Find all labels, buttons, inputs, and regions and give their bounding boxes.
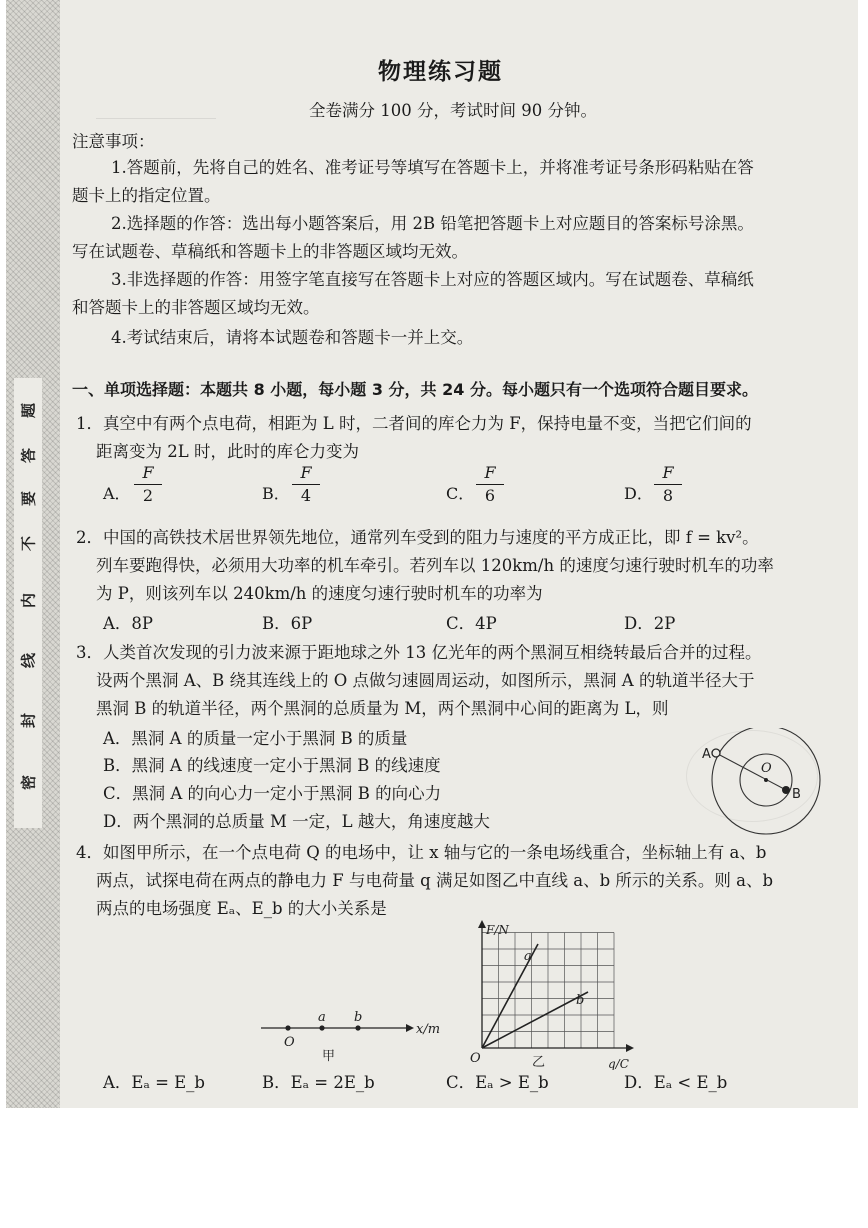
question-4-text: 两点的电场强度 Eₐ、E_b 的大小关系是 <box>96 899 387 918</box>
line-b-label: b <box>576 993 585 1008</box>
q-axis-label: q/C <box>608 1057 629 1070</box>
binding-char: 内 <box>19 593 38 609</box>
label-b: B <box>792 787 801 802</box>
grid <box>482 933 614 1049</box>
fraction <box>292 462 320 507</box>
notes-line: 3.非选择题的作答：用签字笔直接写在答题卡上对应的答题区域内。写在试题卷、草稿纸 <box>111 270 754 289</box>
fraction-denominator: 4 <box>300 486 312 505</box>
question-3-option-d[interactable]: D．两个黑洞的总质量 M 一定，L 越大，角速度越大 <box>103 812 490 831</box>
question-2-text: 2．中国的高铁技术居世界领先地位，通常列车受到的阻力与速度的平方成正比，即 f = kv²。 <box>76 528 759 547</box>
binding-char: 不 <box>19 536 38 552</box>
f-axis-label: F/N <box>486 923 509 937</box>
black-hole-a <box>712 749 720 757</box>
figure-jia <box>256 1008 446 1064</box>
question-4-option-a[interactable]: A．Eₐ = E_b <box>103 1073 205 1092</box>
notes-line: 写在试题卷、草稿纸和答题卡上的非答题区域均无效。 <box>72 242 468 261</box>
fraction-numerator: F <box>476 462 504 485</box>
fraction-numerator: F <box>292 462 320 485</box>
binary-orbit-figure <box>696 728 846 838</box>
question-2-option-d[interactable]: D．2P <box>624 614 676 633</box>
fraction <box>476 462 504 507</box>
fraction-numerator: F <box>654 462 682 485</box>
question-2-option-b[interactable]: B．6P <box>262 614 313 633</box>
question-1-text: 1．真空中有两个点电荷，相距为 L 时，二者间的库仑力为 F，保持电量不变，当把它们间的 <box>76 414 752 433</box>
origin-label: O <box>470 1051 481 1066</box>
black-hole-b <box>782 786 790 794</box>
figure-caption: 甲 <box>322 1049 336 1064</box>
question-3-option-b[interactable]: B．黑洞 A 的线速度一定小于黑洞 B 的线速度 <box>103 756 441 775</box>
binding-char: 题 <box>19 403 38 419</box>
binding-char: 封 <box>19 713 38 729</box>
exam-info: 全卷满分 100 分，考试时间 90 分钟。 <box>309 101 597 120</box>
fraction <box>134 462 162 507</box>
label-a: A <box>702 747 711 762</box>
question-4-text: 两点，试探电荷在两点的静电力 F 与电荷量 q 满足如图乙中直线 a、b 所示的关系。则 a、b <box>96 871 774 890</box>
q-axis-arrow <box>626 1044 634 1052</box>
option-label: B． <box>262 484 290 503</box>
point-b <box>355 1025 360 1030</box>
fraction-numerator: F <box>134 462 162 485</box>
question-2-text: 列车要跑得快，必须用大功率的机车牵引。若列车以 120km/h 的速度匀速行驶时机车的功率 <box>96 556 774 575</box>
notes-line: 2.选择题的作答：选出每小题答案后，用 2B 铅笔把答题卡上对应题目的答案标号涂黑。 <box>111 214 754 233</box>
question-4-text: 4．如图甲所示，在一个点电荷 Q 的电场中，让 x 轴与它的一条电场线重合，坐标轴上有 a、b <box>76 843 767 862</box>
binding-char: 密 <box>19 775 38 791</box>
question-4-option-c[interactable]: C．Eₐ > E_b <box>446 1073 549 1092</box>
notes-line: 4.考试结束后，请将本试题卷和答题卡一并上交。 <box>111 328 474 347</box>
line-a-label: a <box>524 949 532 964</box>
question-3-option-a[interactable]: A．黑洞 A 的质量一定小于黑洞 B 的质量 <box>103 729 408 748</box>
notes-line: 和答题卡上的非答题区域均无效。 <box>72 298 320 317</box>
exam-sheet <box>6 0 858 1108</box>
question-3-text: 黑洞 B 的轨道半径，两个黑洞的总质量为 M，两个黑洞中心间的距离为 L，则 <box>96 699 669 718</box>
question-4-option-b[interactable]: B．Eₐ = 2E_b <box>262 1073 375 1092</box>
section-heading: 一、单项选择题：本题共 8 小题，每小题 3 分，共 24 分。每小题只有一个选项符合题目要求。 <box>72 380 758 399</box>
bleed-through-mark <box>96 58 216 119</box>
point-a <box>319 1025 324 1030</box>
page-title: 物理练习题 <box>378 59 503 85</box>
notes-heading: 注意事项： <box>72 132 155 151</box>
binding-margin <box>6 0 60 1108</box>
binding-char: 答 <box>19 448 38 464</box>
binding-char: 线 <box>19 653 38 669</box>
origin-point <box>285 1025 290 1030</box>
binding-char: 要 <box>19 491 38 507</box>
origin-label: O <box>284 1035 295 1050</box>
x-axis-arrow <box>406 1024 414 1032</box>
question-1-text: 距离变为 2L 时，此时的库仑力变为 <box>96 442 359 461</box>
question-2-option-c[interactable]: C．4P <box>446 614 497 633</box>
label-o: O <box>761 761 772 776</box>
point-b-label: b <box>354 1010 363 1025</box>
fraction <box>654 462 682 507</box>
notes-line: 1.答题前，先将自己的姓名、准考证号等填写在答题卡上，并将准考证号条形码粘贴在答 <box>111 158 754 177</box>
notes-line: 题卡上的指定位置。 <box>72 186 221 205</box>
fraction-denominator: 8 <box>662 486 674 505</box>
center-o <box>764 778 768 782</box>
option-label: D． <box>624 484 653 503</box>
figure-caption: 乙 <box>532 1055 546 1070</box>
x-axis-label: x/m <box>416 1022 441 1037</box>
question-4-option-d[interactable]: D．Eₐ < E_b <box>624 1073 728 1092</box>
point-a-label: a <box>318 1010 326 1025</box>
fraction-denominator: 6 <box>484 486 496 505</box>
option-label: A． <box>103 484 131 503</box>
question-3-option-c[interactable]: C．黑洞 A 的向心力一定小于黑洞 B 的向心力 <box>103 784 442 803</box>
fraction-denominator: 2 <box>142 486 154 505</box>
question-3-text: 3．人类首次发现的引力波来源于距地球之外 13 亿光年的两个黑洞互相绕转最后合并的过程。 <box>76 643 762 662</box>
question-3-text: 设两个黑洞 A、B 绕其连线上的 O 点做匀速圆周运动，如图所示，黑洞 A 的轨道半径大于 <box>96 671 755 690</box>
figure-yi <box>458 920 658 1070</box>
question-2-text: 为 P，则该列车以 240km/h 的速度匀速行驶时机车的功率为 <box>96 584 543 603</box>
f-axis-arrow <box>478 920 486 928</box>
option-label: C． <box>446 484 475 503</box>
question-2-option-a[interactable]: A．8P <box>103 614 154 633</box>
